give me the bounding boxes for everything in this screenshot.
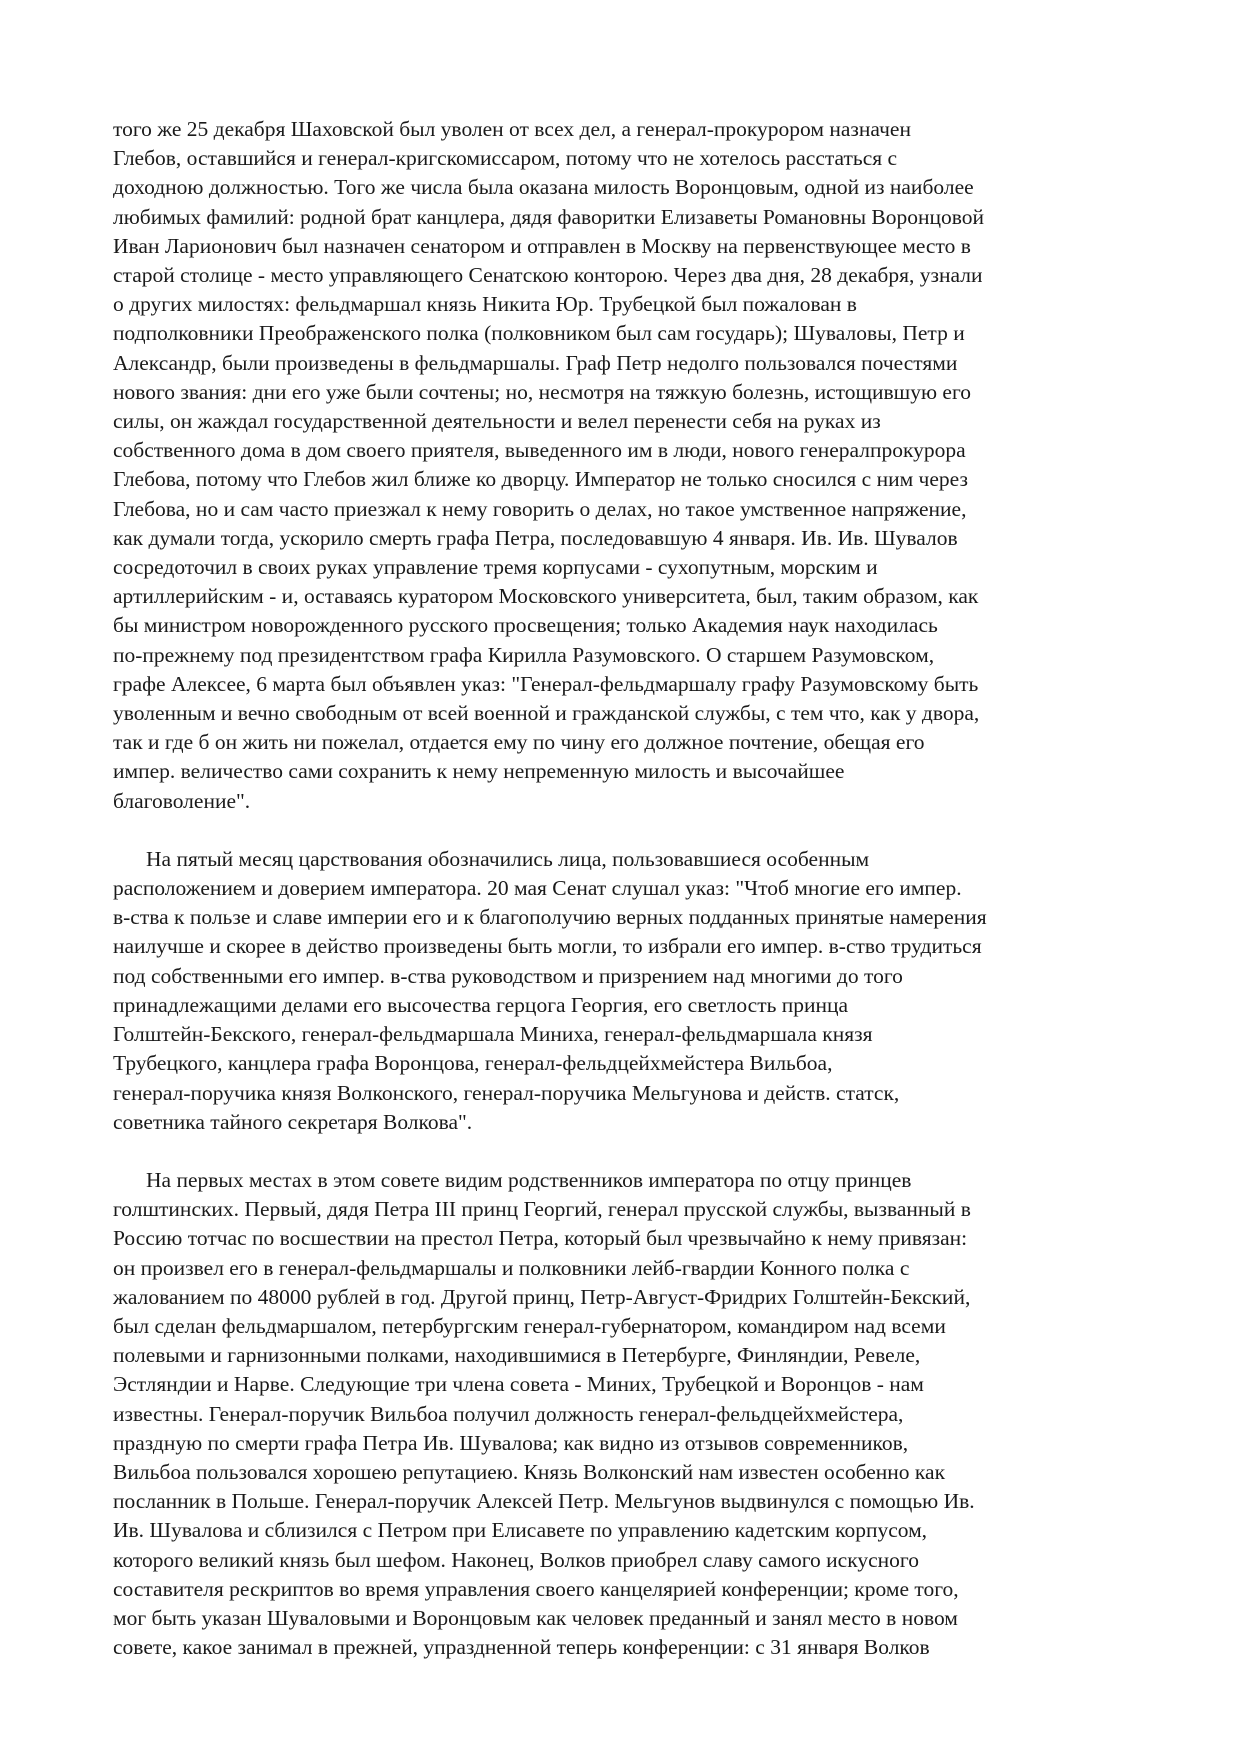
text-line: совете, какое занимал в прежней, упраздненной теперь конференции: с 31 января Волков — [113, 1635, 930, 1660]
text-line: артиллерийским - и, оставаясь куратором Московского университета, был, таким образом, как — [113, 584, 979, 609]
text-line: сосредоточил в своих руках управление тремя корпусами - сухопутным, морским и — [113, 555, 878, 580]
text-line: того же 25 декабря Шаховской был уволен от всех дел, а генерал-прокурором назначен — [113, 117, 911, 141]
text-line: мог быть указан Шуваловыми и Воронцовым как человек преданный и занял место в новом — [113, 1605, 958, 1630]
text-line: он произвел его в генерал-фельдмаршалы и полковники лейб-гвардии Конного полка с — [113, 1255, 910, 1280]
text-line: жалованием по 48000 рублей в год. Другой принц, Петр-Август-Фридрих Голштейн-Бекский, — [113, 1284, 971, 1309]
text-line: На первых местах в этом совете видим родственников императора по отцу принцев — [146, 1167, 912, 1192]
text-line: Ив. Шувалова и сблизился с Петром при Елисавете по управлению кадетским корпусом, — [113, 1518, 928, 1543]
text-line: Вильбоа пользовался хорошею репутациею. Князь Волконский нам известен особенно как — [113, 1459, 946, 1484]
text-line: импер. величество сами сохранить к нему непременную милость и высочайшее — [113, 759, 845, 784]
text-line: в-ства к пользе и славе империи его и к благополучию верных подданных принятые намерения — [113, 905, 987, 930]
text-line: генерал-поручика князя Волконского, генерал-поручика Мельгунова и действ. статск, — [113, 1080, 900, 1105]
text-line: расположением и доверием императора. 20 мая Сенат слушал указ: "Чтоб многие его импер. — [113, 876, 962, 901]
text-line: по-прежнему под президентством графа Кирилла Разумовского. О старшем Разумовском, — [113, 642, 935, 667]
text-line: На пятый месяц царствования обозначились лица, пользовавшиеся особенным — [146, 846, 870, 871]
text-line: которого великий князь был шефом. Наконец, Волков приобрел славу самого искусного — [113, 1547, 919, 1572]
text-line: силы, он жаждал государственной деятельности и велел перенести себя на руках из — [113, 409, 881, 434]
text-line: собственного дома в дом своего приятеля, выведенного им в люди, нового генералпрокурора — [113, 438, 966, 463]
text-line: Голштейн-Бекского, генерал-фельдмаршала Миниха, генерал-фельдмаршала князя — [113, 1022, 873, 1047]
text-line: голштинских. Первый, дядя Петра III принц Георгий, генерал прусской службы, вызванный в — [113, 1197, 971, 1222]
text-line: Глебов, оставшийся и генерал-кригскомиссаром, потому что не хотелось расстаться с — [113, 146, 898, 171]
text-line: принадлежащими делами его высочества герцога Георгия, его светлость принца — [113, 992, 849, 1017]
text-line: посланник в Польше. Генерал-поручик Алексей Петр. Мельгунов выдвинулся с помощью Ив. — [113, 1489, 975, 1514]
text-line: так и где б он жить ни пожелал, отдается ему по чину его должное почтение, обещая его — [113, 730, 925, 755]
text-line: Глебова, потому что Глебов жил ближе ко дворцу. Император не только сносился с ним через — [113, 467, 968, 492]
text-line: любимых фамилий: родной брат канцлера, дядя фаворитки Елизаветы Романовны Воронцовой — [113, 204, 985, 229]
text-line: Иван Ларионович был назначен сенатором и отправлен в Москву на первенствующее место в — [113, 233, 971, 258]
text-line: уволенным и вечно свободным от всей военной и гражданской службы, с тем что, как у двора, — [113, 701, 980, 726]
text-line: бы министром новорожденного русского просвещения; только Академия наук находилась — [113, 613, 938, 638]
text-line: был сделан фельдмаршалом, петербургским генерал-губернатором, командиром над всеми — [113, 1313, 946, 1338]
paragraph-gap — [113, 816, 1133, 845]
text-line: под собственными его импер. в-ства руководством и призрением над многими до того — [113, 963, 903, 988]
text-line: благоволение". — [113, 788, 251, 813]
text-line: доходною должностью. Того же числа была оказана милость Воронцовым, одной из наиболее — [113, 175, 974, 200]
text-line: составителя рескриптов во время управления своего канцелярией конференции; кроме того, — [113, 1576, 959, 1601]
text-line: известны. Генерал-поручик Вильбоа получил должность генерал-фельдцейхмейстера, — [113, 1401, 904, 1426]
text-line: старой столице - место управляющего Сенатскою конторою. Через два дня, 28 декабря, узнали — [113, 263, 983, 288]
text-line: нового звания: дни его уже были сочтены; но, несмотря на тяжкую болезнь, истощившую его — [113, 379, 972, 404]
text-line: о других милостях: фельдмаршал князь Никита Юр. Трубецкой был пожалован в — [113, 292, 857, 317]
text-line: графе Алексее, 6 марта был объявлен указ: "Генерал-фельдмаршалу графу Разумовскому быть — [113, 671, 979, 696]
text-line: как думали тогда, ускорило смерть графа Петра, последовавшую 4 января. Ив. Ив. Шувалов — [113, 525, 958, 550]
text-line: Глебова, но и сам часто приезжал к нему говорить о делах, но такое умственное напряжение, — [113, 496, 967, 521]
text-line: Россию тотчас по восшествии на престол Петра, который был чрезвычайно к нему привязан: — [113, 1226, 968, 1251]
text-line: подполковники Преображенского полка (полковником был сам государь); Шуваловы, Петр и — [113, 321, 965, 346]
text-line: полевыми и гарнизонными полками, находившимися в Петербурге, Финляндии, Ревеле, — [113, 1343, 921, 1368]
text-line: Эстляндии и Нарве. Следующие три члена совета - Миних, Трубецкой и Воронцов - нам — [113, 1372, 924, 1397]
document-page — [113, 115, 1133, 1662]
text-line: Александр, были произведены в фельдмаршалы. Граф Петр недолго пользовался почестями — [113, 350, 958, 375]
text-line: праздную по смерти графа Петра Ив. Шувалова; как видно из отзывов современников, — [113, 1430, 909, 1455]
paragraph — [113, 1166, 1133, 1662]
paragraph-gap — [113, 1137, 1133, 1166]
text-line: советника тайного секретаря Волкова". — [113, 1109, 473, 1134]
text-line: наилучше и скорее в действо произведены быть могли, то избрали его импер. в-ство трудиться — [113, 934, 982, 959]
text-line: Трубецкого, канцлера графа Воронцова, генерал-фельдцейхмейстера Вильбоа, — [113, 1051, 833, 1076]
paragraph — [113, 115, 1133, 816]
paragraph — [113, 845, 1133, 1137]
